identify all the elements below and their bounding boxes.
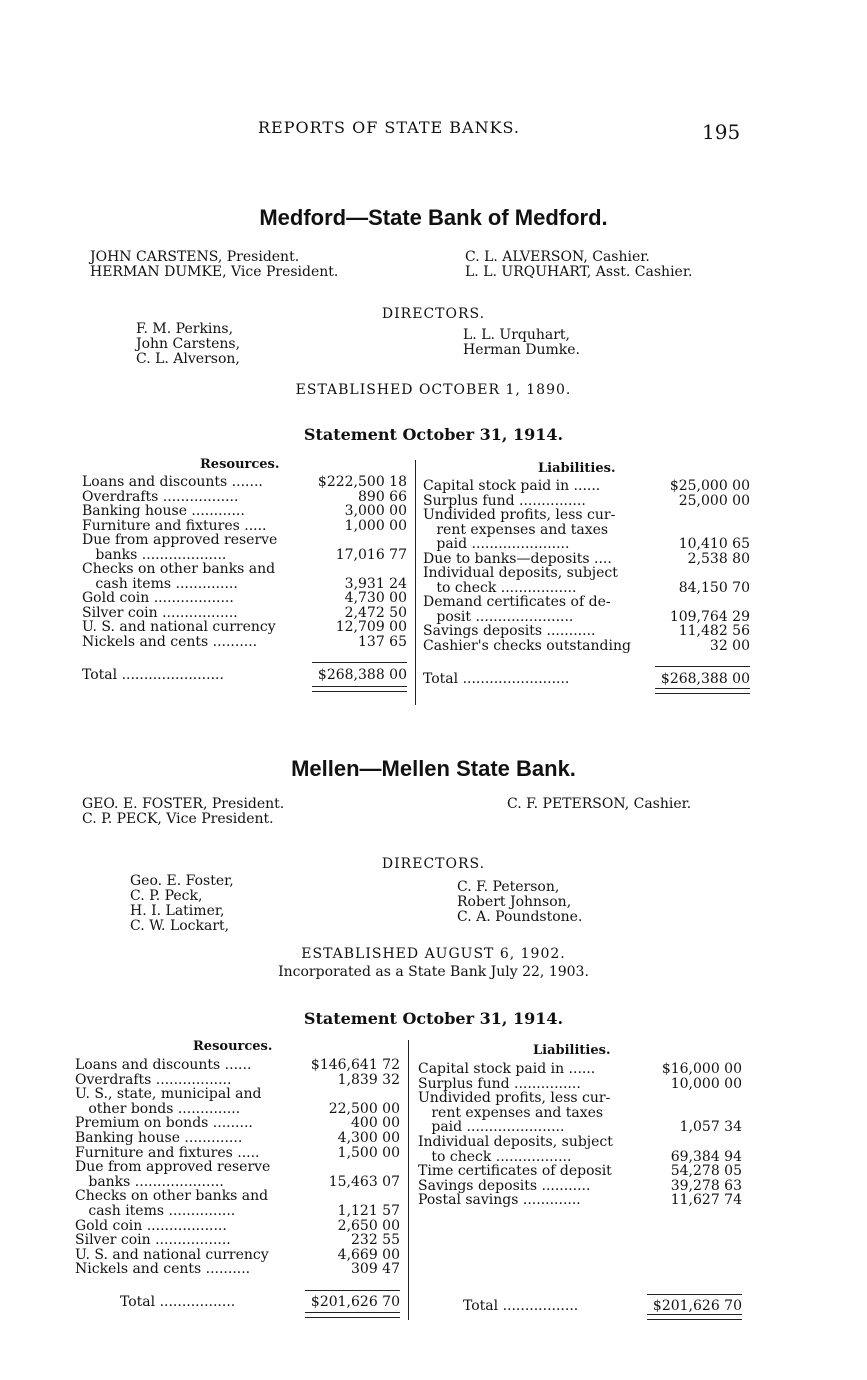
row-label: Savings deposits ........... [418, 1177, 591, 1194]
row-amount: 137 65 [358, 633, 407, 650]
row-amount: $16,000 00 [661, 1061, 742, 1077]
row-label: posit ...................... [423, 608, 574, 625]
row-amount: 890 66 [358, 488, 407, 505]
total-label: Total ................. [463, 1298, 579, 1314]
total-rule [655, 666, 750, 667]
row-amount: 25,000 00 [678, 492, 750, 509]
row-label: Undivided profits, less cur- [423, 507, 616, 523]
double-rule [647, 1314, 742, 1320]
resources-heading: Resources. [193, 1039, 273, 1054]
row-label: Due to banks—deposits .... [423, 550, 612, 567]
statement-title: Statement October 31, 1914. [303, 1009, 564, 1028]
row-amount: 4,300 00 [337, 1130, 400, 1146]
row-amount: 10,000 00 [670, 1075, 742, 1092]
total-amount: $268,388 00 [317, 667, 407, 683]
established-date: ESTABLISHED OCTOBER 1, 1890. [295, 382, 572, 398]
row-label: Overdrafts ................. [82, 488, 239, 505]
row-label: Due from approved reserve [75, 1159, 271, 1176]
director-name: Geo. E. Foster, [130, 873, 234, 889]
total-amount: $201,626 70 [652, 1298, 742, 1314]
row-label: Postal savings ............. [418, 1192, 581, 1209]
row-label: Checks on other banks and [75, 1188, 269, 1205]
row-label: U. S. and national currency [75, 1246, 269, 1263]
row-label: Individual deposits, subject [423, 565, 618, 581]
row-label: Gold coin .................. [75, 1217, 227, 1234]
row-label: Furniture and fixtures ..... [75, 1144, 260, 1161]
officer-right: C. L. ALVERSON, Cashier. [465, 249, 650, 265]
officer-left: GEO. E. FOSTER, President. [82, 796, 285, 812]
row-amount: 4,669 00 [337, 1246, 400, 1263]
row-amount: 11,482 56 [678, 623, 750, 639]
director-name: Robert Johnson, [457, 894, 572, 910]
row-label: Loans and discounts ...... [75, 1057, 252, 1073]
row-label: to check ................. [423, 579, 577, 596]
row-amount: 1,000 00 [344, 517, 407, 534]
director-name: C. P. Peck, [130, 888, 203, 904]
row-amount: 232 55 [351, 1232, 400, 1249]
row-amount: 54,278 05 [670, 1163, 742, 1180]
row-label: paid ...................... [423, 536, 570, 552]
liabilities-heading: Liabilities. [533, 1043, 611, 1058]
row-label: banks ................... [82, 546, 227, 563]
row-amount: 1,839 32 [337, 1071, 400, 1088]
row-amount: $25,000 00 [669, 478, 750, 494]
row-label: Premium on bonds ......... [75, 1115, 253, 1132]
officer-left: HERMAN DUMKE, Vice President. [90, 264, 339, 280]
total-amount: $201,626 70 [310, 1294, 400, 1310]
row-amount: 1,500 00 [337, 1144, 400, 1161]
row-label: to check ................. [418, 1148, 572, 1165]
row-label: cash items ............... [75, 1203, 236, 1219]
director-name: C. F. Peterson, [457, 879, 560, 895]
director-name: F. M. Perkins, [136, 321, 234, 337]
director-name: Herman Dumke. [463, 342, 581, 358]
incorporated-date: Incorporated as a State Bank July 22, 1903. [278, 964, 589, 980]
row-amount: 10,410 65 [678, 536, 750, 552]
double-rule [655, 688, 750, 694]
row-label: Checks on other banks and [82, 561, 276, 577]
row-label: Capital stock paid in ...... [418, 1061, 596, 1077]
row-amount: $222,500 18 [317, 474, 407, 490]
row-amount: 3,000 00 [344, 503, 407, 519]
row-amount: 12,709 00 [335, 619, 407, 635]
total-label: Total ................. [120, 1294, 236, 1310]
row-label: Nickels and cents .......... [75, 1261, 251, 1278]
row-amount: 17,016 77 [335, 546, 407, 563]
row-label: Banking house ............. [75, 1130, 243, 1146]
column-divider [408, 1040, 409, 1320]
row-label: Undivided profits, less cur- [418, 1090, 611, 1107]
row-label: paid ...................... [418, 1119, 565, 1136]
director-name: John Carstens, [136, 336, 241, 352]
row-label: Savings deposits ........... [423, 623, 596, 639]
row-label: Capital stock paid in ...... [423, 478, 601, 494]
running-head: REPORTS OF STATE BANKS. [258, 118, 521, 137]
row-label: Time certificates of deposit [418, 1163, 612, 1180]
row-amount: 39,278 63 [670, 1177, 742, 1194]
row-label: Gold coin .................. [82, 590, 234, 606]
liabilities-heading: Liabilities. [538, 461, 616, 476]
row-label: Loans and discounts ....... [82, 474, 263, 490]
directors-heading: DIRECTORS. [381, 306, 486, 322]
double-rule [312, 686, 407, 692]
row-label: cash items .............. [82, 575, 238, 592]
row-label: Nickels and cents .......... [82, 633, 258, 650]
row-amount: 400 00 [351, 1115, 400, 1132]
row-amount: 109,764 29 [669, 608, 750, 625]
officer-left: C. P. PECK, Vice President. [82, 811, 274, 827]
double-rule [305, 1312, 400, 1318]
row-label: Banking house ............ [82, 503, 245, 519]
row-label: Silver coin ................. [75, 1232, 231, 1249]
row-amount: 1,121 57 [337, 1203, 400, 1219]
row-amount: 22,500 00 [328, 1100, 400, 1117]
row-label: Silver coin ................. [82, 604, 238, 621]
row-amount: $146,641 72 [310, 1057, 400, 1073]
row-label: Surplus fund ............... [423, 492, 586, 509]
total-rule [647, 1294, 742, 1295]
row-label: other bonds .............. [75, 1100, 241, 1117]
row-label: Due from approved reserve [82, 532, 278, 548]
row-label: banks .................... [75, 1173, 224, 1190]
row-label: Surplus fund ............... [418, 1075, 581, 1092]
row-label: Demand certificates of de- [423, 594, 611, 610]
row-label: Furniture and fixtures ..... [82, 517, 267, 534]
officer-right: L. L. URQUHART, Asst. Cashier. [465, 264, 693, 280]
row-label: Overdrafts ................. [75, 1071, 232, 1088]
established-date: ESTABLISHED AUGUST 6, 1902. [301, 946, 566, 962]
row-amount: 309 47 [351, 1261, 400, 1278]
row-label: Individual deposits, subject [418, 1134, 613, 1150]
resources-heading: Resources. [200, 457, 280, 472]
director-name: L. L. Urquhart, [463, 327, 570, 343]
directors-heading: DIRECTORS. [381, 856, 486, 872]
column-divider [415, 460, 416, 705]
row-amount: 1,057 34 [679, 1119, 742, 1136]
director-name: C. A. Poundstone. [457, 909, 583, 925]
row-amount: 11,627 74 [670, 1192, 742, 1209]
row-amount: 3,931 24 [344, 575, 407, 592]
bank-title: Mellen—Mellen State Bank. [291, 756, 576, 781]
officer-left: JOHN CARSTENS, President. [90, 249, 300, 265]
bank-title: Medford—State Bank of Medford. [259, 205, 608, 230]
director-name: C. L. Alverson, [136, 351, 240, 367]
row-amount: 32 00 [709, 637, 750, 654]
total-label: Total ........................ [423, 671, 570, 687]
total-rule [305, 1290, 400, 1291]
row-amount: 15,463 07 [328, 1173, 400, 1190]
row-amount: 84,150 70 [678, 579, 750, 596]
row-amount: 2,538 80 [687, 550, 750, 567]
row-label: U. S. and national currency [82, 619, 276, 635]
row-amount: 2,472 50 [344, 604, 407, 621]
page-number: 195 [702, 120, 741, 144]
row-amount: 2,650 00 [337, 1217, 400, 1234]
row-label: rent expenses and taxes [418, 1104, 604, 1121]
officer-right: C. F. PETERSON, Cashier. [507, 796, 692, 812]
row-label: U. S., state, municipal and [75, 1086, 262, 1103]
row-label: Cashier's checks outstanding [423, 637, 631, 654]
statement-title: Statement October 31, 1914. [303, 425, 564, 444]
total-label: Total ....................... [82, 667, 224, 683]
director-name: C. W. Lockart, [130, 918, 230, 934]
row-amount: 4,730 00 [344, 590, 407, 606]
total-rule [312, 662, 407, 663]
row-label: rent expenses and taxes [423, 521, 609, 538]
director-name: H. I. Latimer, [130, 903, 225, 919]
row-amount: 69,384 94 [670, 1148, 742, 1165]
total-amount: $268,388 00 [660, 671, 750, 687]
